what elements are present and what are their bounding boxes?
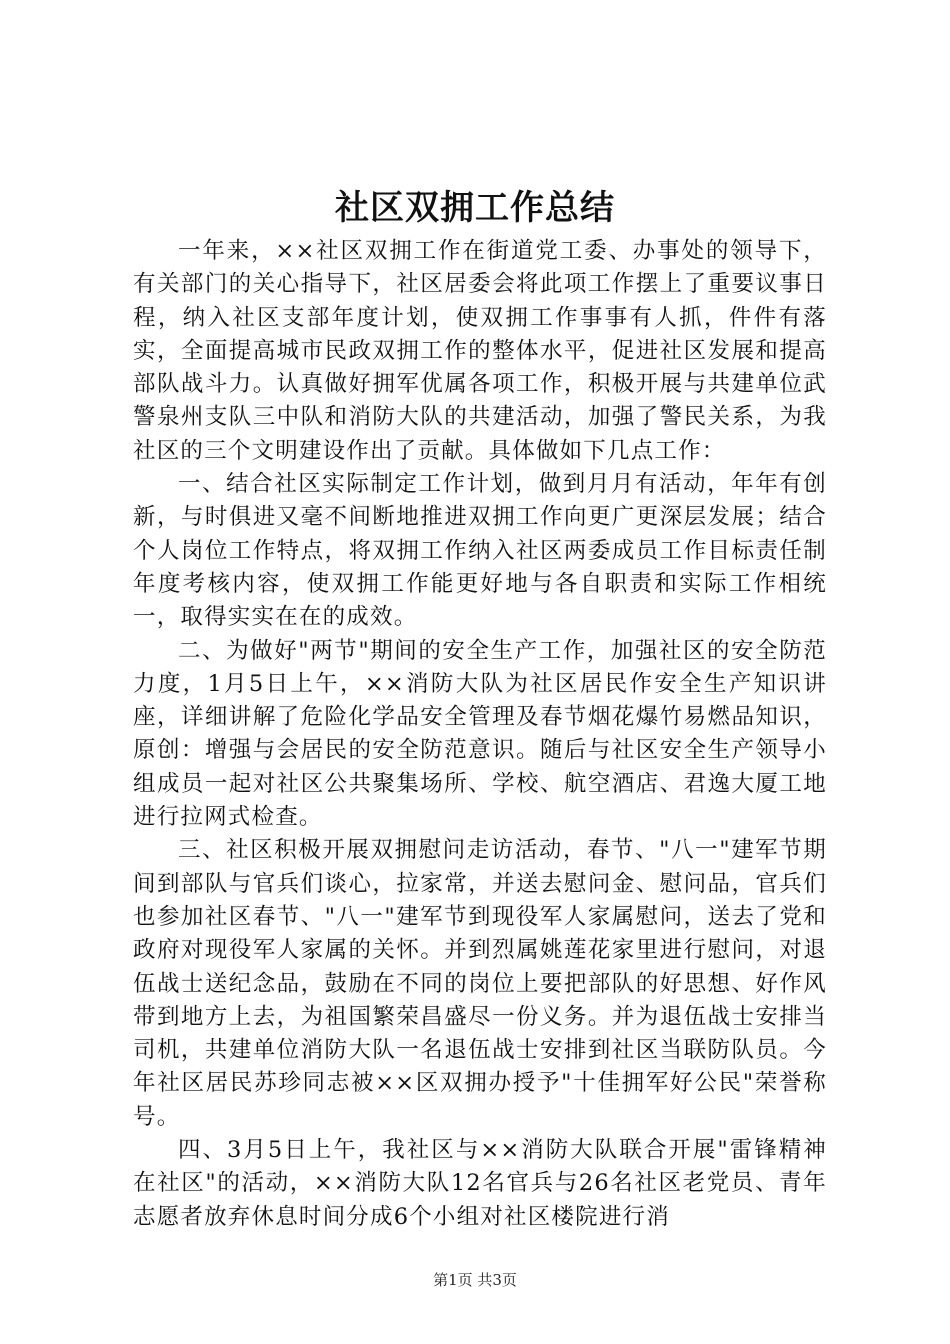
document-title: 社区双拥工作总结: [335, 188, 615, 228]
paragraph-item-4: 四、3月5日上午，我社区与××消防大队联合开展"雷锋精神在社区"的活动，××消防大队12名官兵与26名社区老党员、青年志愿者放弃休息时间分成6个小组对社区楼院进行消: [133, 1137, 827, 1230]
paragraph-item-3: 三、社区积极开展双拥慰问走访活动，春节、"八一"建军节期间到部队与官兵们谈心，拉家常，并送去慰问金、慰问品，官兵们也参加社区春节、"八一"建军节到现役军人家属慰问，送去了党和政府对现役军人家属的关怀。并到烈属姚莲花家里进行慰问，对退伍战士送纪念品，鼓励在不同的岗位上要把部队的好思想、好作风带到地方上去，为祖国繁荣昌盛尽一份义务。并为退伍战士安排当司机，共建单位消防大队一名退伍战士安排到社区当联防队员。今年社区居民苏珍同志被××区双拥办授予"十佳拥军好公民"荣誉称号。: [133, 837, 827, 1130]
page-number-footer: 第1页 共3页: [433, 1271, 517, 1289]
paragraph-item-2: 二、为做好"两节"期间的安全生产工作，加强社区的安全防范力度，1月5日上午，××消防大队为社区居民作安全生产知识讲座，详细讲解了危险化学品安全管理及春节烟花爆竹易燃品知识，原创：增强与会居民的安全防范意识。随后与社区安全生产领导小组成员一起对社区公共聚集场所、学校、航空酒店、君逸大厦工地进行拉网式检查。: [133, 637, 827, 831]
paragraph-item-1: 一、结合社区实际制定工作计划，做到月月有活动，年年有创新，与时俱进又毫不间断地推进双拥工作向更广更深层发展；结合个人岗位工作特点，将双拥工作纳入社区两委成员工作目标责任制年度考核内容，使双拥工作能更好地与各自职责和实际工作相统一，取得实实在在的成效。: [133, 471, 827, 631]
document-body: [133, 235, 827, 1234]
paragraph-intro: 一年来，××社区双拥工作在街道党工委、办事处的领导下，有关部门的关心指导下，社区居委会将此项工作摆上了重要议事日程，纳入社区支部年度计划，使双拥工作事事有人抓，件件有落实，全面提高城市民政双拥工作的整体水平，促进社区发展和提高部队战斗力。认真做好拥军优属各项工作，积极开展与共建单位武警泉州支队三中队和消防大队的共建活动，加强了警民关系，为我社区的三个文明建设作出了贡献。具体做如下几点工作：: [133, 238, 827, 464]
